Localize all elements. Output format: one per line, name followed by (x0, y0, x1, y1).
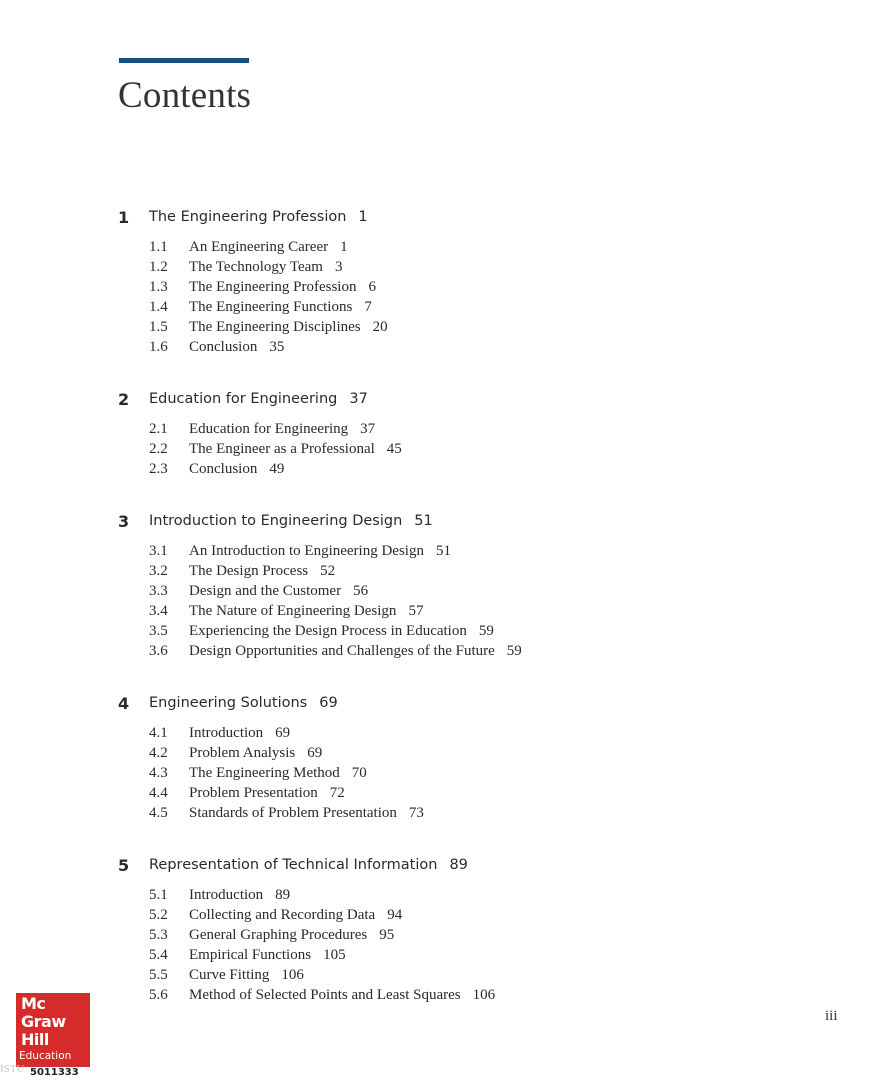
section-row (0, 745, 884, 765)
section-title: Education for Engineering (189, 421, 349, 437)
section-title: The Engineering Disciplines (189, 319, 361, 335)
chapter (0, 512, 884, 663)
section-title: Problem Presentation (189, 785, 318, 801)
section-row (0, 887, 884, 907)
section-page-number: 69 (275, 725, 291, 741)
chapter-number: 1 (118, 208, 130, 227)
section-list (0, 725, 884, 825)
section-page-number: 57 (408, 603, 424, 619)
chapter-heading (0, 390, 884, 412)
section-list (0, 543, 884, 663)
section-number: 1.5 (149, 319, 168, 335)
title-rule (119, 58, 249, 63)
section-page-number: 105 (323, 947, 346, 963)
section-number: 5.6 (149, 987, 168, 1003)
section-title: The Design Process (189, 563, 309, 579)
chapter-heading (0, 856, 884, 878)
section-row (0, 947, 884, 967)
section-number: 1.1 (149, 239, 168, 255)
section-page-number: 72 (329, 785, 345, 801)
section-page-number: 35 (269, 339, 285, 355)
section-row (0, 583, 884, 603)
section-page-number: 52 (320, 563, 336, 579)
chapter-title-wrap (149, 513, 433, 529)
section-title: The Engineering Method (189, 765, 340, 781)
section-page-number: 45 (386, 441, 402, 457)
section-title-wrap (189, 461, 284, 478)
section-title: Conclusion (189, 461, 258, 477)
logo-line-2: Graw (21, 1012, 66, 1031)
section-title: Collecting and Recording Data (189, 907, 376, 923)
section-title-wrap (189, 441, 402, 458)
section-number: 3.5 (149, 623, 168, 639)
chapter-page-number: 69 (319, 695, 338, 711)
section-row (0, 987, 884, 1007)
section-title: Empirical Functions (189, 947, 312, 963)
section-number: 1.4 (149, 299, 168, 315)
section-title-wrap (189, 299, 372, 316)
section-row (0, 339, 884, 359)
logo-code: 5011333 (30, 1067, 79, 1078)
section-row (0, 725, 884, 745)
section-number: 4.2 (149, 745, 168, 761)
section-number: 5.4 (149, 947, 168, 963)
section-list (0, 421, 884, 481)
publisher-logo (16, 993, 90, 1067)
chapter-title-wrap (149, 695, 338, 711)
section-title-wrap (189, 239, 348, 256)
section-number: 1.2 (149, 259, 168, 275)
section-page-number: 94 (387, 907, 403, 923)
section-number: 1.6 (149, 339, 168, 355)
section-number: 5.2 (149, 907, 168, 923)
section-page-number: 51 (435, 543, 451, 559)
chapter-title: Introduction to Engineering Design (149, 513, 403, 529)
section-page-number: 106 (281, 967, 304, 983)
section-row (0, 785, 884, 805)
section-page-number: 56 (353, 583, 369, 599)
section-title: The Engineering Functions (189, 299, 353, 315)
chapter-heading (0, 512, 884, 534)
section-title: The Technology Team (189, 259, 323, 275)
chapter (0, 694, 884, 825)
section-page-number: 20 (372, 319, 388, 335)
chapter-title-wrap (149, 391, 368, 407)
section-title-wrap (189, 563, 335, 580)
section-title: The Engineering Profession (189, 279, 357, 295)
section-title: An Introduction to Engineering Design (189, 543, 424, 559)
section-row (0, 907, 884, 927)
section-title: Introduction (189, 887, 264, 903)
section-title: Curve Fitting (189, 967, 270, 983)
section-title-wrap (189, 785, 345, 802)
section-page-number: 7 (364, 299, 372, 315)
section-title-wrap (189, 623, 494, 640)
section-title: Introduction (189, 725, 264, 741)
section-title-wrap (189, 987, 495, 1004)
section-page-number: 70 (351, 765, 367, 781)
section-title: Experiencing the Design Process in Education (189, 623, 467, 639)
chapter-number: 5 (118, 856, 130, 875)
section-title: The Nature of Engineering Design (189, 603, 397, 619)
section-row (0, 563, 884, 583)
section-number: 3.6 (149, 643, 168, 659)
section-page-number: 37 (360, 421, 376, 437)
section-number: 1.3 (149, 279, 168, 295)
section-title-wrap (189, 907, 402, 924)
chapter-page-number: 51 (414, 513, 433, 529)
section-row (0, 299, 884, 319)
section-number: 2.3 (149, 461, 168, 477)
section-number: 4.3 (149, 765, 168, 781)
section-title: Problem Analysis (189, 745, 296, 761)
section-row (0, 805, 884, 825)
section-page-number: 49 (269, 461, 285, 477)
chapter-title: The Engineering Profession (149, 209, 347, 225)
logo-line-3: Hill (21, 1030, 49, 1049)
section-title-wrap (189, 319, 388, 336)
section-number: 4.1 (149, 725, 168, 741)
chapter-number: 3 (118, 512, 130, 531)
section-title-wrap (189, 947, 346, 964)
chapter-page-number: 1 (358, 209, 368, 225)
section-page-number: 73 (408, 805, 424, 821)
section-title-wrap (189, 603, 423, 620)
section-row (0, 543, 884, 563)
section-title-wrap (189, 259, 342, 276)
section-number: 4.4 (149, 785, 168, 801)
section-page-number: 95 (379, 927, 395, 943)
section-title-wrap (189, 765, 367, 782)
section-number: 3.1 (149, 543, 168, 559)
section-row (0, 279, 884, 299)
section-number: 3.3 (149, 583, 168, 599)
section-row (0, 319, 884, 339)
page-folio: iii (825, 1008, 838, 1024)
section-title: Standards of Problem Presentation (189, 805, 397, 821)
section-page-number: 6 (368, 279, 376, 295)
chapter-title: Representation of Technical Information (149, 857, 438, 873)
section-title: An Engineering Career (189, 239, 329, 255)
chapter-heading (0, 694, 884, 716)
section-title: Design Opportunities and Challenges of the Future (189, 643, 495, 659)
section-title: Conclusion (189, 339, 258, 355)
page-title: Contents (118, 75, 252, 116)
section-list (0, 239, 884, 359)
section-title-wrap (189, 967, 304, 984)
section-title: Method of Selected Points and Least Squares (189, 987, 461, 1003)
section-page-number: 106 (472, 987, 496, 1003)
section-row (0, 623, 884, 643)
section-title-wrap (189, 745, 322, 762)
section-title-wrap (189, 927, 394, 944)
section-row (0, 259, 884, 279)
chapter-title-wrap (149, 857, 468, 873)
section-title-wrap (189, 583, 368, 600)
logo-subline: Education (19, 1050, 72, 1062)
chapter-heading (0, 208, 884, 230)
section-row (0, 461, 884, 481)
section-number: 3.2 (149, 563, 168, 579)
section-list (0, 887, 884, 1007)
section-title-wrap (189, 725, 290, 742)
chapter-number: 4 (118, 694, 130, 713)
section-number: 5.3 (149, 927, 168, 943)
section-row (0, 441, 884, 461)
section-title-wrap (189, 339, 284, 356)
section-title: General Graphing Procedures (189, 927, 368, 943)
chapter (0, 208, 884, 359)
section-title-wrap (189, 421, 375, 438)
chapter-title: Education for Engineering (149, 391, 338, 407)
section-row (0, 239, 884, 259)
chapter-title-wrap (149, 209, 368, 225)
section-number: 3.4 (149, 603, 168, 619)
section-title: The Engineer as a Professional (189, 441, 375, 457)
section-row (0, 603, 884, 623)
section-number: 2.2 (149, 441, 168, 457)
section-title-wrap (189, 805, 424, 822)
section-page-number: 59 (478, 623, 494, 639)
section-row (0, 967, 884, 987)
chapter-number: 2 (118, 390, 130, 409)
chapter-page-number: 89 (449, 857, 468, 873)
section-page-number: 69 (307, 745, 323, 761)
section-number: 2.1 (149, 421, 168, 437)
section-row (0, 643, 884, 663)
chapter-title: Engineering Solutions (149, 695, 308, 711)
section-row (0, 765, 884, 785)
logo-line-1: Mc (21, 994, 46, 1013)
section-title-wrap (189, 543, 451, 560)
section-number: 4.5 (149, 805, 168, 821)
section-page-number: 89 (275, 887, 291, 903)
section-number: 5.1 (149, 887, 168, 903)
section-page-number: 1 (340, 239, 348, 255)
section-title-wrap (189, 643, 522, 660)
chapter (0, 856, 884, 1007)
section-title-wrap (189, 279, 376, 296)
section-number: 5.5 (149, 967, 168, 983)
chapter (0, 390, 884, 481)
section-page-number: 59 (506, 643, 522, 659)
chapter-page-number: 37 (349, 391, 368, 407)
section-row (0, 421, 884, 441)
watermark: ISTU (0, 1063, 25, 1075)
section-title: Design and the Customer (189, 583, 342, 599)
section-page-number: 3 (334, 259, 343, 275)
section-title-wrap (189, 887, 290, 904)
section-row (0, 927, 884, 947)
